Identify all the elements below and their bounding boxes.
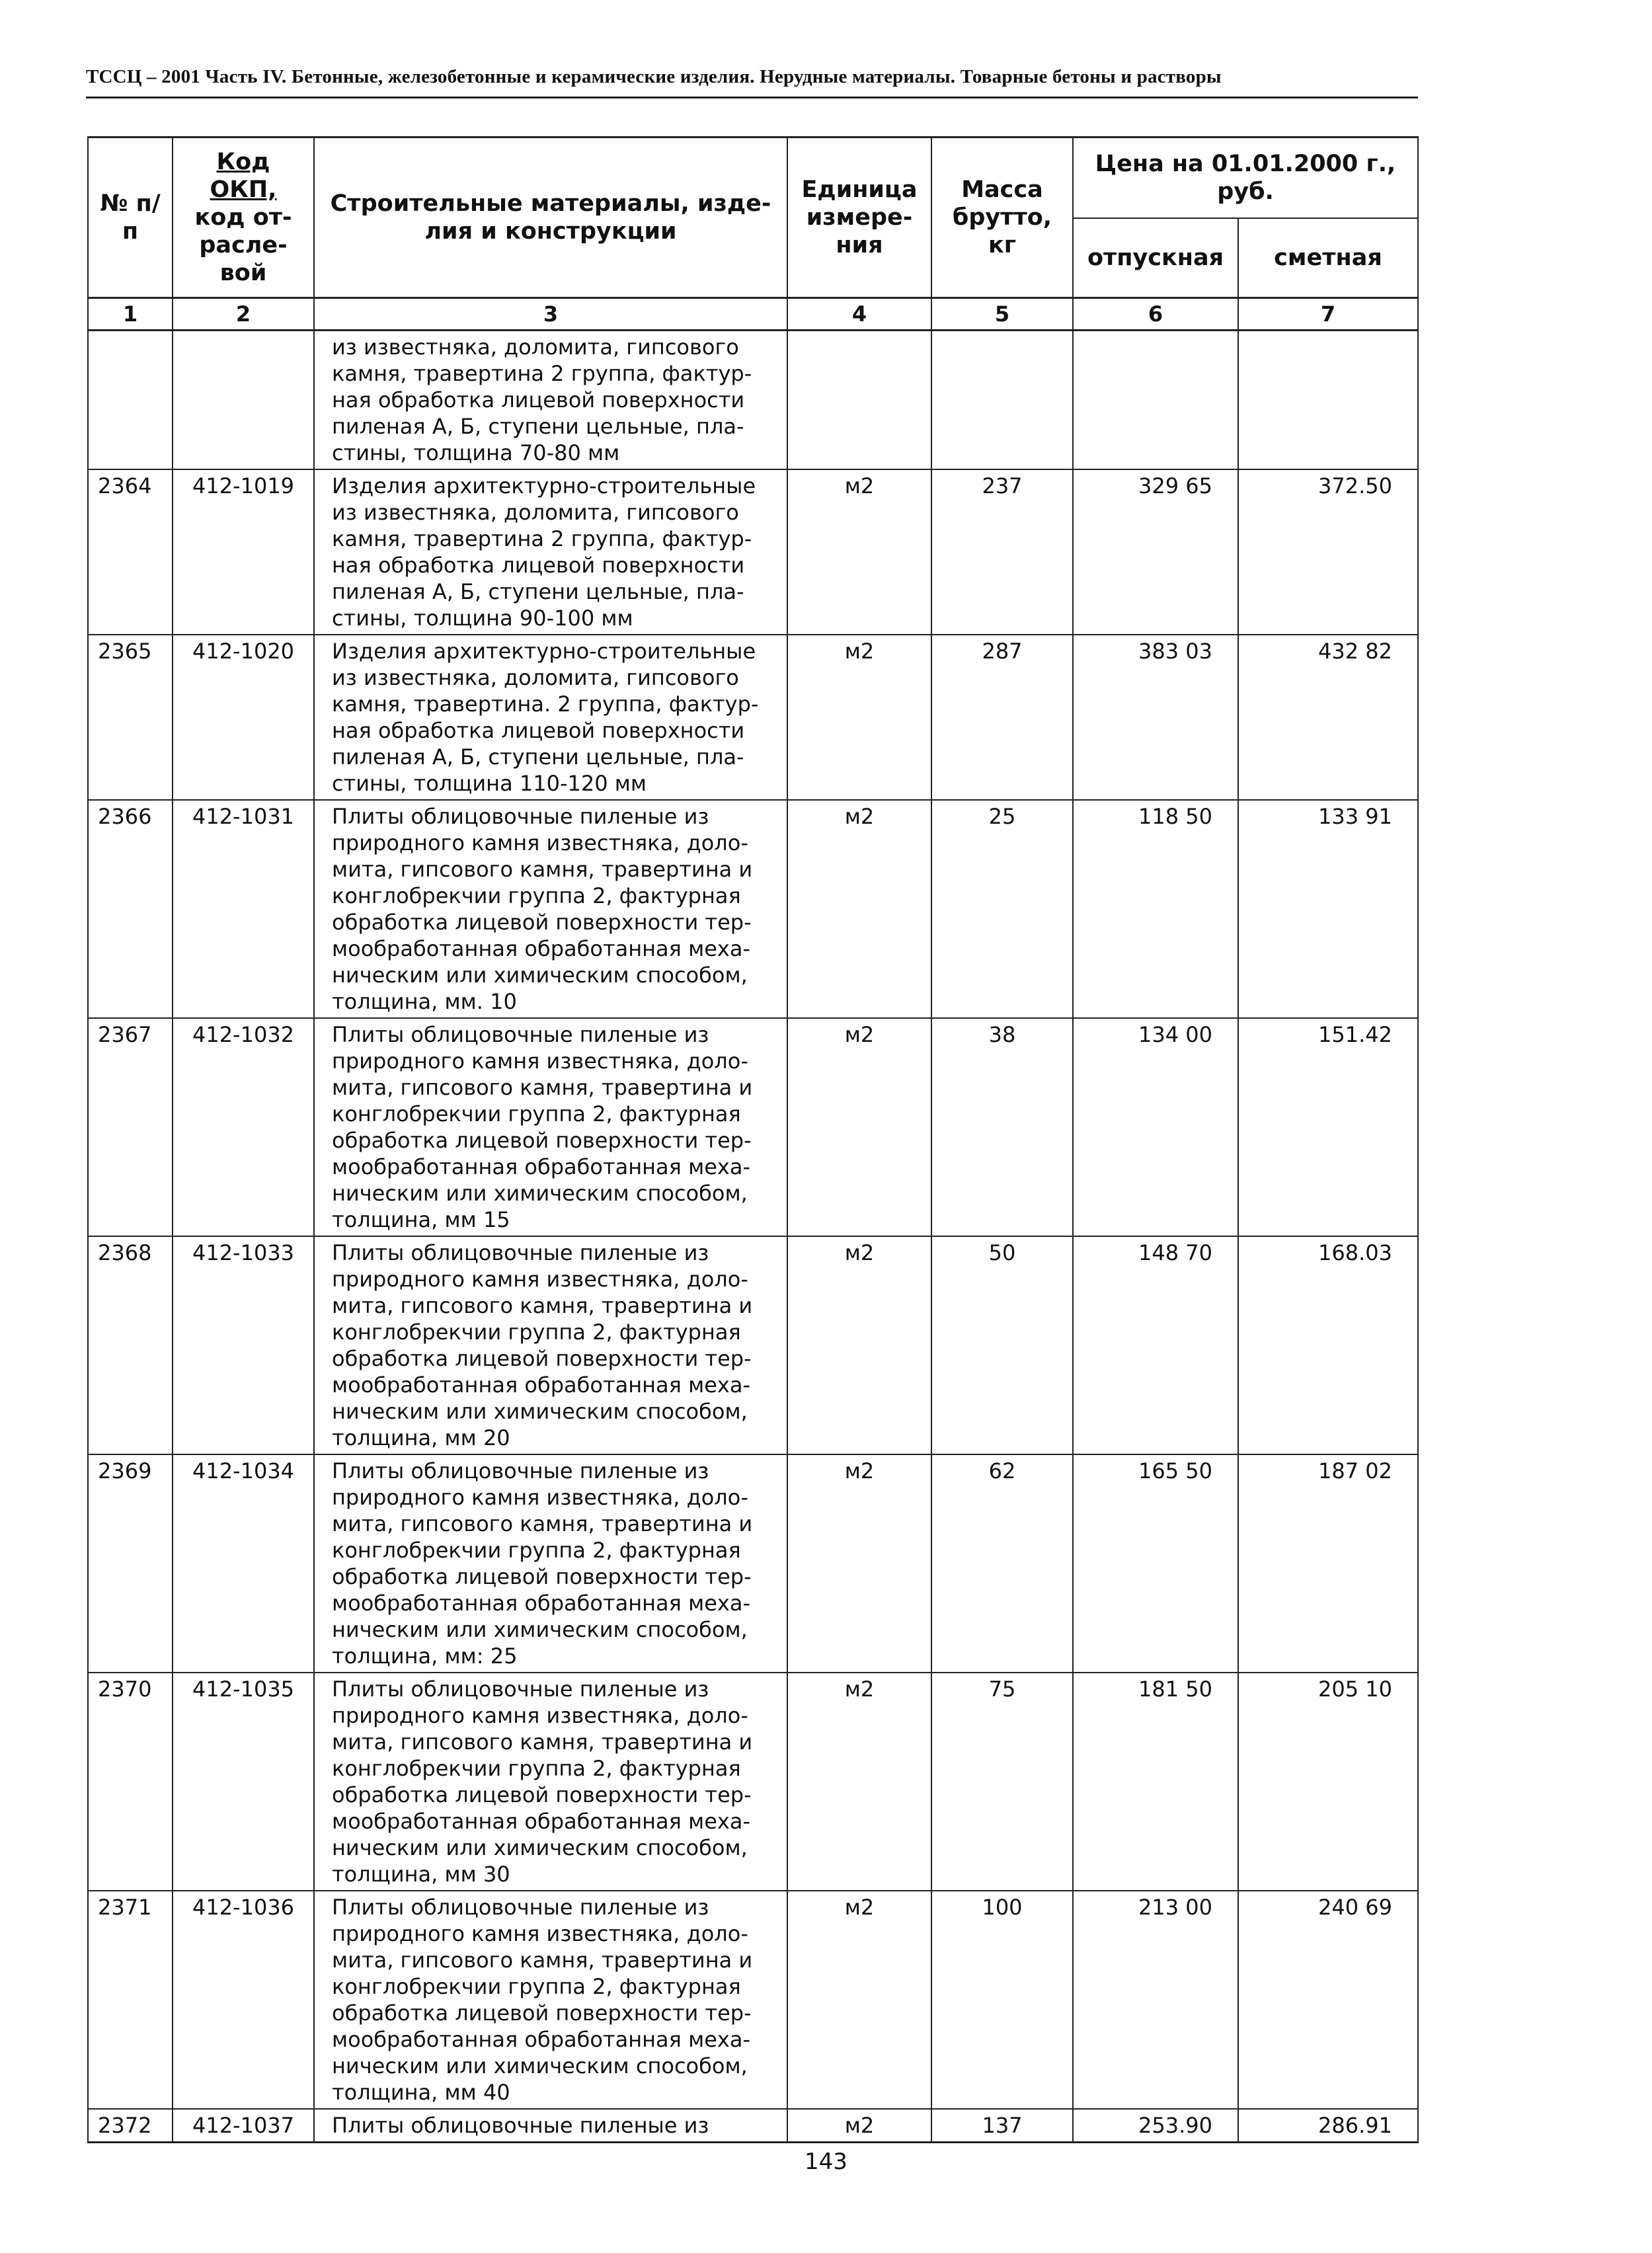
- price-release: 181 50: [1073, 1673, 1238, 1891]
- table-row: [88, 1673, 1418, 1891]
- header-code-branch: код от- расле- вой: [194, 204, 292, 286]
- item-number: [88, 331, 173, 470]
- okp-code: 412-1037: [173, 2109, 314, 2143]
- price-release: 118 50: [1073, 800, 1238, 1018]
- price-release: 134 00: [1073, 1018, 1238, 1236]
- okp-code: 412-1033: [173, 1236, 314, 1454]
- item-number: 2371: [88, 1891, 173, 2109]
- unit: [787, 331, 931, 470]
- table-header: [88, 138, 1418, 331]
- header-mass: Масса брутто, кг: [931, 138, 1073, 298]
- price-estimate: 151.42: [1238, 1018, 1418, 1236]
- unit: м2: [787, 800, 931, 1018]
- price-estimate: 133 91: [1238, 800, 1418, 1018]
- table-row: [88, 1454, 1418, 1673]
- material-description: Плиты облицовочные пиленые из природного камня известняка, доло- мита, гипсового камня, травертина и конглобрекчии группа 2, фактурная обработка лицевой поверхности тер- мообработанная обработанная меха- ническим или химическим способом, толщина, мм 15: [314, 1018, 787, 1236]
- okp-code: 412-1032: [173, 1018, 314, 1236]
- material-description: Плиты облицовочные пиленые из природного камня известняка, доло- мита, гипсового камня, травертина и конглобрекчии группа 2, фактурная обработка лицевой поверхности тер- мообработанная обработанная меха- ническим или химическим способом, толщина, мм 30: [314, 1673, 787, 1891]
- header-unit: Единица измере- ния: [787, 138, 931, 298]
- okp-code: 412-1035: [173, 1673, 314, 1891]
- material-description: Изделия архитектурно-строительные из известняка, доломита, гипсового камня, травертина 2 группа, фактур- ная обработка лицевой поверхности пиленая А, Б, ступени цельные, пла- стины, толщина 90-100 мм: [314, 469, 787, 635]
- gross-mass: 62: [931, 1454, 1073, 1673]
- gross-mass: 287: [931, 635, 1073, 800]
- price-release: 383 03: [1073, 635, 1238, 800]
- column-number: 4: [787, 298, 931, 331]
- column-number: 2: [173, 298, 314, 331]
- gross-mass: 137: [931, 2109, 1073, 2143]
- running-header: ТССЦ – 2001 Часть IV. Бетонные, железобетонные и керамические изделия. Нерудные материалы. Товарные бетоны и растворы: [86, 66, 1222, 87]
- header-materials: Строительные материалы, изде- лия и конструкции: [314, 138, 787, 298]
- item-number: 2366: [88, 800, 173, 1018]
- table-row: [88, 331, 1418, 470]
- item-number: 2370: [88, 1673, 173, 1891]
- material-description: из известняка, доломита, гипсового камня, травертина 2 группа, фактур- ная обработка лицевой поверхности пиленая А, Б, ступени цельные, пла- стины, толщина 70-80 мм: [314, 331, 787, 470]
- column-number: 1: [88, 298, 173, 331]
- price-estimate: 205 10: [1238, 1673, 1418, 1891]
- price-estimate: 187 02: [1238, 1454, 1418, 1673]
- header-price-group: Цена на 01.01.2000 г., руб.: [1073, 138, 1418, 219]
- price-release: 165 50: [1073, 1454, 1238, 1673]
- gross-mass: 237: [931, 469, 1073, 635]
- item-number: 2367: [88, 1018, 173, 1236]
- price-estimate: 286.91: [1238, 2109, 1418, 2143]
- price-table: [87, 136, 1419, 2143]
- item-number: 2365: [88, 635, 173, 800]
- okp-code: 412-1031: [173, 800, 314, 1018]
- price-estimate: 432 82: [1238, 635, 1418, 800]
- item-number: 2372: [88, 2109, 173, 2143]
- gross-mass: 38: [931, 1018, 1073, 1236]
- column-number: 3: [314, 298, 787, 331]
- price-release: 253.90: [1073, 2109, 1238, 2143]
- column-number: 6: [1073, 298, 1238, 331]
- price-estimate: 372.50: [1238, 469, 1418, 635]
- okp-code: 412-1020: [173, 635, 314, 800]
- header-num: № п/п: [88, 138, 173, 298]
- price-release: [1073, 331, 1238, 470]
- unit: м2: [787, 2109, 931, 2143]
- okp-code: 412-1034: [173, 1454, 314, 1673]
- price-release: 329 65: [1073, 469, 1238, 635]
- unit: м2: [787, 635, 931, 800]
- header-code: [173, 138, 314, 298]
- item-number: 2369: [88, 1454, 173, 1673]
- okp-code: 412-1019: [173, 469, 314, 635]
- price-estimate: 168.03: [1238, 1236, 1418, 1454]
- gross-mass: 75: [931, 1673, 1073, 1891]
- page-number: 143: [805, 2149, 847, 2175]
- okp-code: 412-1036: [173, 1891, 314, 2109]
- unit: м2: [787, 1454, 931, 1673]
- table-row: [88, 2109, 1418, 2143]
- gross-mass: 25: [931, 800, 1073, 1018]
- item-number: 2364: [88, 469, 173, 635]
- unit: м2: [787, 1673, 931, 1891]
- unit: м2: [787, 1018, 931, 1236]
- header-code-okp: Код ОКП,: [210, 149, 277, 203]
- gross-mass: [931, 331, 1073, 470]
- table-row: [88, 469, 1418, 635]
- material-description: Плиты облицовочные пиленые из природного камня известняка, доло- мита, гипсового камня, травертина и конглобрекчии группа 2, фактурная обработка лицевой поверхности тер- мообработанная обработанная меха- ническим или химическим способом, толщина, мм 40: [314, 1891, 787, 2109]
- material-description: Плиты облицовочные пиленые из природного камня известняка, доло- мита, гипсового камня, травертина и конглобрекчии группа 2, фактурная обработка лицевой поверхности тер- мообработанная обработанная меха- ническим или химическим способом, толщина, мм: 25: [314, 1454, 787, 1673]
- table-row: [88, 1018, 1418, 1236]
- material-description: Плиты облицовочные пиленые из природного камня известняка, доло- мита, гипсового камня, травертина и конглобрекчии группа 2, фактурная обработка лицевой поверхности тер- мообработанная обработанная меха- ническим или химическим способом, толщина, мм 20: [314, 1236, 787, 1454]
- unit: м2: [787, 1891, 931, 2109]
- gross-mass: 100: [931, 1891, 1073, 2109]
- gross-mass: 50: [931, 1236, 1073, 1454]
- header-price-estimate: сметная: [1238, 218, 1418, 298]
- table-row: [88, 1891, 1418, 2109]
- column-number: 5: [931, 298, 1073, 331]
- header-row: [88, 138, 1418, 219]
- item-number: 2368: [88, 1236, 173, 1454]
- column-number: 7: [1238, 298, 1418, 331]
- header-rule: [86, 97, 1418, 99]
- price-release: 213 00: [1073, 1891, 1238, 2109]
- material-description: Плиты облицовочные пиленые из природного камня известняка, доло- мита, гипсового камня, травертина и конглобрекчии группа 2, фактурная обработка лицевой поверхности тер- мообработанная обработанная меха- ническим или химическим способом, толщина, мм. 10: [314, 800, 787, 1018]
- material-description: Изделия архитектурно-строительные из известняка, доломита, гипсового камня, травертина. 2 группа, фактур- ная обработка лицевой поверхности пиленая А, Б, ступени цельные, пла- стины, толщина 110-120 мм: [314, 635, 787, 800]
- price-estimate: 240 69: [1238, 1891, 1418, 2109]
- material-description: Плиты облицовочные пиленые из: [314, 2109, 787, 2143]
- table-body: [88, 331, 1418, 2143]
- price-release: 148 70: [1073, 1236, 1238, 1454]
- table-row: [88, 1236, 1418, 1454]
- unit: м2: [787, 469, 931, 635]
- price-estimate: [1238, 331, 1418, 470]
- unit: м2: [787, 1236, 931, 1454]
- okp-code: [173, 331, 314, 470]
- table-row: [88, 800, 1418, 1018]
- column-number-row: [88, 298, 1418, 331]
- header-price-release: отпускная: [1073, 218, 1238, 298]
- table-row: [88, 635, 1418, 800]
